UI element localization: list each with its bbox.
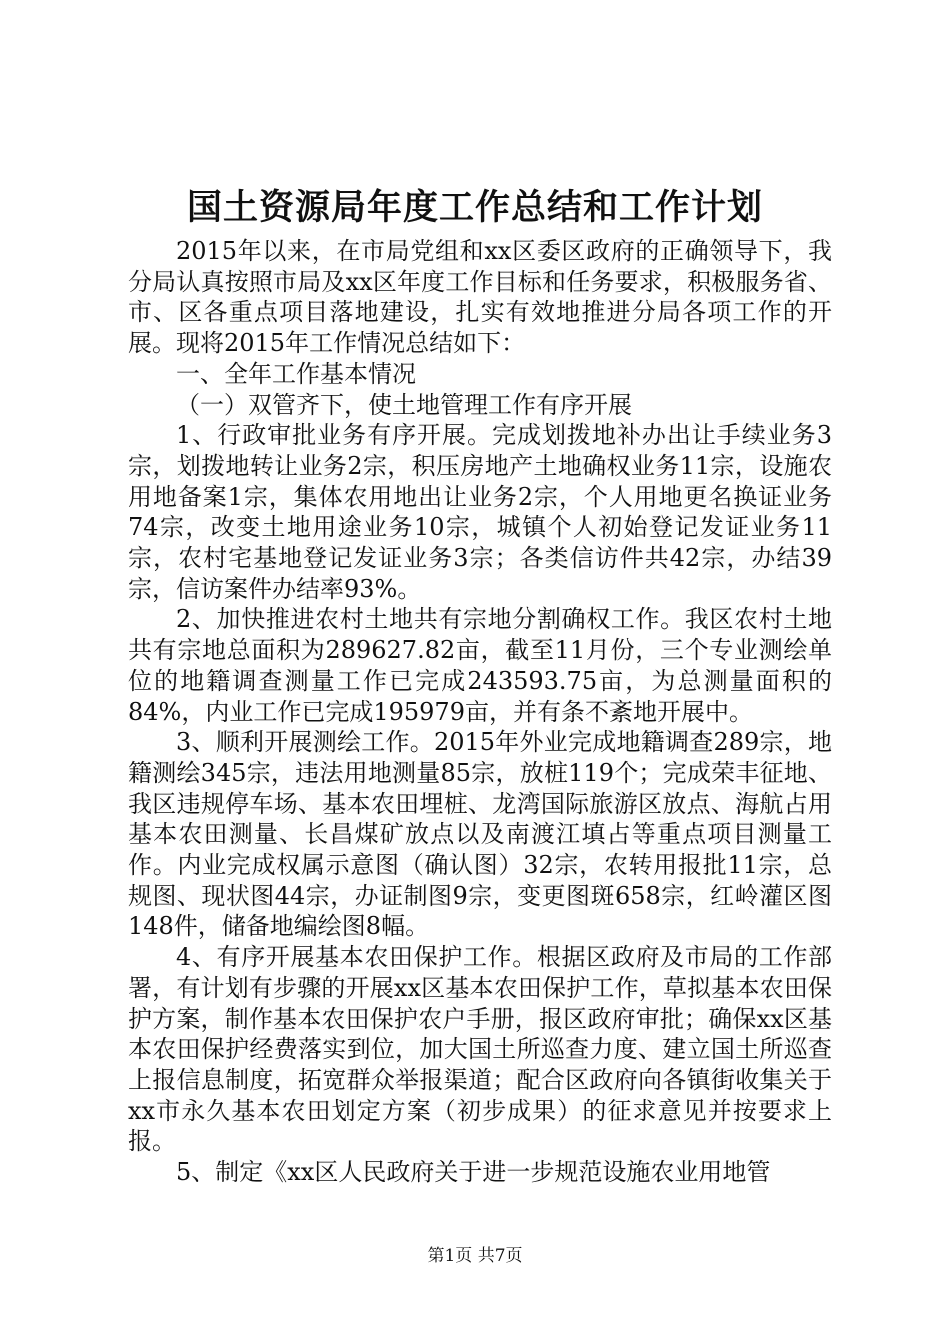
heading-section-1: 一、全年工作基本情况 (176, 359, 416, 388)
paragraph-item-2: 2、加快推进农村土地共有宗地分割确权工作。我区农村土地共有宗地总面积为289627.82亩，截至11月份，三个专业测绘单位的地籍调查测量工作已完成243593.75亩，为总测量面积的84%，内业工作已完成195979亩，并有条不紊地开展中。 (128, 605, 832, 726)
document-title: 国土资源局年度工作总结和工作计划 (186, 187, 763, 228)
paragraph-item-1: 1、行政审批业务有序开展。完成划拨地补办出让手续业务3宗，划拨地转让业务2宗，积压房地产土地确权业务11宗，设施农用地备案1宗，集体农用地出让业务2宗，个人用地更名换证业务74宗，改变土地用途业务10宗，城镇个人初始登记发证业务11宗，农村宅基地登记发证业务3宗；各类信访件共42宗，办结39宗，信访案件办结率93%。 (128, 421, 832, 603)
paragraph-item-5: 5、制定《xx区人民政府关于进一步规范设施农业用地管 (176, 1158, 771, 1187)
document-body (128, 236, 832, 1188)
heading-subsection-1: （一）双管齐下，使土地管理工作有序开展 (176, 390, 632, 419)
paragraph-item-3: 3、顺利开展测绘工作。2015年外业完成地籍调查289宗，地籍测绘345宗，违法用地测量85宗，放桩119个；完成荣丰征地、我区违规停车场、基本农田埋桩、龙湾国际旅游区放点、海航占用基本农田测量、长昌煤矿放点以及南渡江填占等重点项目测量工作。内业完成权属示意图（确认图）32宗，农转用报批11宗，总规图、现状图44宗，办证制图9宗，变更图斑658宗，红岭灌区图148件，储备地编绘图8幅。 (128, 728, 832, 941)
paragraph-intro: 2015年以来，在市局党组和xx区委区政府的正确领导下，我分局认真按照市局及xx区年度工作目标和任务要求，积极服务省、市、区各重点项目落地建设，扎实有效地推进分局各项工作的开展。现将2015年工作情况总结如下： (128, 237, 832, 358)
page-footer: 第1页 共7页 (427, 1246, 523, 1266)
paragraph-item-4: 4、有序开展基本农田保护工作。根据区政府及市局的工作部署，有计划有步骤的开展xx区基本农田保护工作，草拟基本农田保护方案，制作基本农田保护农户手册，报区政府审批；确保xx区基本农田保护经费落实到位，加大国土所巡查力度、建立国土所巡查上报信息制度，拓宽群众举报渠道；配合区政府向各镇街收集关于xx市永久基本农田划定方案（初步成果）的征求意见并按要求上报。 (128, 943, 832, 1156)
